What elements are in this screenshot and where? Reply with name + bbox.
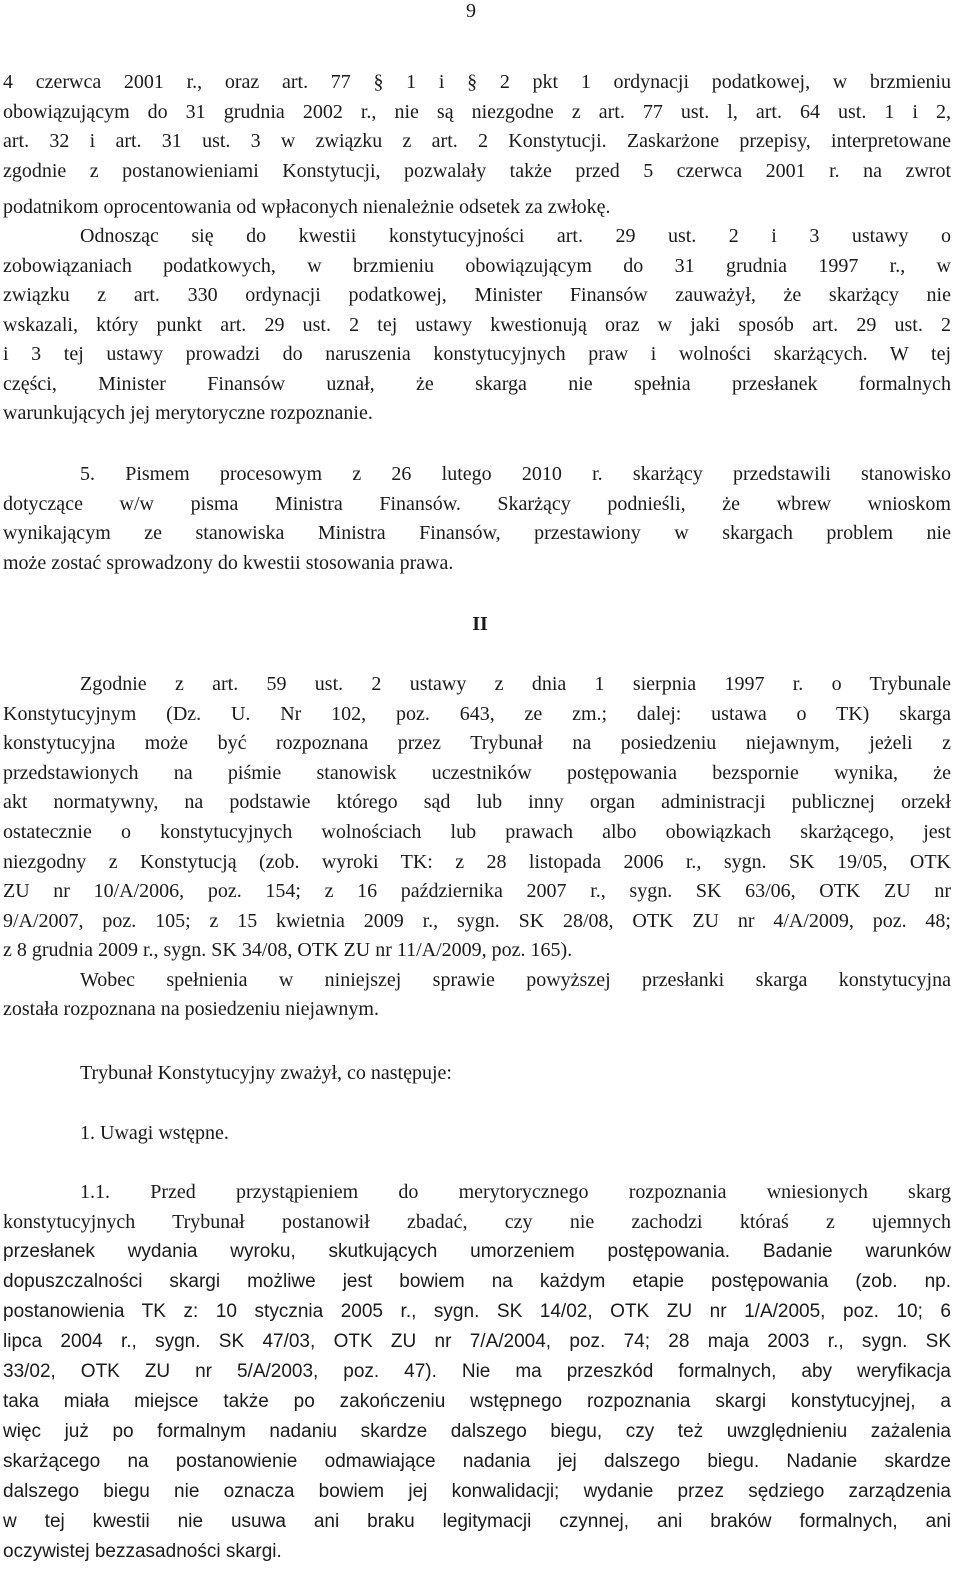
text-line: lipca 2004 r., sygn. SK 47/03, OTK ZU nr 7/A/2004, poz. 74; 28 maja 2003 r., sygn. SK (3, 1331, 951, 1352)
text-line: taka miała miejsce także po zakończeniu wstępnego rozpoznania skargi konstytucyjnej, a (3, 1391, 951, 1412)
text-line: zgodnie z postanowieniami Konstytucji, pozwalały także przed 5 czerwca 2001 r. na zwrot (3, 160, 951, 182)
text-line: więc już po formalnym nadaniu skardze dalszego biegu, czy też uwzględnieniu zażalenia (3, 1421, 951, 1442)
section-heading: II (472, 613, 488, 635)
text-line: podatnikom oprocentowania od wpłaconych nienależnie odsetek za zwłokę. (3, 196, 611, 218)
text-line: w tej kwestii nie usuwa ani braku legitymacji czynnej, ani braków formalnych, ani (3, 1511, 951, 1532)
text-line: 1. Uwagi wstępne. (80, 1122, 229, 1144)
text-line: 9/A/2007, poz. 105; z 15 kwietnia 2009 r., sygn. SK 28/08, OTK ZU nr 4/A/2009, poz. 48; (3, 910, 951, 932)
text-line: może zostać sprowadzony do kwestii stosowania prawa. (3, 552, 454, 574)
page-number: 9 (466, 0, 476, 22)
text-line: Odnosząc się do kwestii konstytucyjności art. 29 ust. 2 i 3 ustawy o (80, 225, 951, 247)
text-line: Wobec spełnienia w niniejszej sprawie powyższej przesłanki skarga konstytucyjna (80, 969, 951, 991)
text-line: dalszego biegu nie oznacza bowiem jej konwalidacji; wydanie przez sędziego zarządzenia (3, 1481, 951, 1502)
text-line: Konstytucyjnym (Dz. U. Nr 102, poz. 643, ze zm.; dalej: ustawa o TK) skarga (3, 703, 951, 725)
text-line: ostatecznie o konstytucyjnych wolnościach lub prawach albo obowiązkach skarżącego, jest (3, 821, 951, 843)
text-line: części, Minister Finansów uznał, że skarga nie spełnia przesłanek formalnych (3, 373, 951, 395)
text-line: Zgodnie z art. 59 ust. 2 ustawy z dnia 1 sierpnia 1997 r. o Trybunale (80, 673, 951, 695)
text-line: 33/02, OTK ZU nr 5/A/2003, poz. 47). Nie ma przeszkód formalnych, aby weryfikacja (3, 1361, 951, 1382)
text-line: 5. Pismem procesowym z 26 lutego 2010 r. skarżący przedstawili stanowisko (80, 463, 951, 485)
text-line: ZU nr 10/A/2006, poz. 154; z 16 października 2007 r., sygn. SK 63/06, OTK ZU nr (3, 880, 951, 902)
text-line: przesłanek wydania wyroku, skutkujących umorzeniem postępowania. Badanie warunków (3, 1241, 951, 1262)
text-line: konstytucyjnych Trybunał postanowił zbadać, czy nie zachodzi któraś z ujemnych (3, 1211, 951, 1233)
text-line: Trybunał Konstytucyjny zważył, co następuje: (80, 1062, 452, 1084)
text-line: warunkujących jej merytoryczne rozpoznanie. (3, 402, 373, 424)
text-line: 4 czerwca 2001 r., oraz art. 77 § 1 i § 2 pkt 1 ordynacji podatkowej, w brzmieniu (3, 71, 951, 93)
text-line: 1.1. Przed przystąpieniem do merytorycznego rozpoznania wniesionych skarg (80, 1181, 951, 1203)
text-line: przedstawionych na piśmie stanowisk uczestników postępowania bezspornie wynika, że (3, 762, 951, 784)
text-line: niezgodny z Konstytucją (zob. wyroki TK: z 28 listopada 2006 r., sygn. SK 19/05, OTK (3, 851, 951, 873)
text-line: zobowiązaniach podatkowych, w brzmieniu obowiązującym do 31 grudnia 1997 r., w (3, 255, 951, 277)
text-line: wskazali, który punkt art. 29 ust. 2 tej ustawy kwestionują oraz w jaki sposób art. 29 ust. 2 (3, 314, 951, 336)
text-line: skarżącego na postanowienie odmawiające nadania jej dalszego biegu. Nadanie skardze (3, 1451, 951, 1472)
text-line: wynikającym ze stanowiska Ministra Finansów, przestawiony w skargach problem nie (3, 522, 951, 544)
text-line: postanowienia TK z: 10 stycznia 2005 r., sygn. SK 14/02, OTK ZU nr 1/A/2005, poz. 10; 6 (3, 1301, 951, 1322)
text-line: oczywistej bezzasadności skargi. (3, 1541, 282, 1562)
text-line: art. 32 i art. 31 ust. 3 w związku z art. 2 Konstytucji. Zaskarżone przepisy, interpretowane (3, 130, 951, 152)
text-line: z 8 grudnia 2009 r., sygn. SK 34/08, OTK ZU nr 11/A/2009, poz. 165). (3, 939, 573, 961)
text-line: związku z art. 330 ordynacji podatkowej, Minister Finansów zauważył, że skarżący nie (3, 284, 951, 306)
text-line: obowiązującym do 31 grudnia 2002 r., nie są niezgodne z art. 77 ust. l, art. 64 ust. 1 i 2, (3, 101, 951, 123)
text-line: została rozpoznana na posiedzeniu niejawnym. (3, 998, 379, 1020)
text-line: akt normatywny, na podstawie którego sąd lub inny organ administracji publicznej orzekł (3, 791, 951, 813)
text-line: i 3 tej ustawy prowadzi do naruszenia konstytucyjnych praw i wolności skarżących. W tej (3, 343, 951, 365)
text-line: dotyczące w/w pisma Ministra Finansów. Skarżący podnieśli, że wbrew wnioskom (3, 493, 951, 515)
text-line: konstytucyjna może być rozpoznana przez Trybunał na posiedzeniu niejawnym, jeżeli z (3, 732, 951, 754)
text-line: dopuszczalności skargi możliwe jest bowiem na każdym etapie postępowania (zob. np. (3, 1271, 951, 1292)
